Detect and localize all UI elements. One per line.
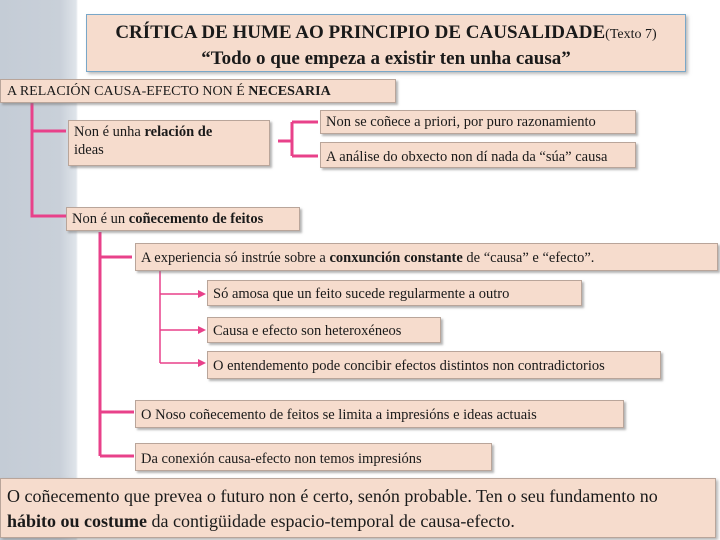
experience-child-2: Causa e efecto son heteroxéneos (207, 317, 441, 343)
experience-child-3: O entendemento pode concibir efectos distintos non contradictorios (207, 351, 661, 379)
connector-trunk (32, 102, 66, 216)
title-line-1 (87, 21, 685, 47)
arrow-head-1 (198, 290, 206, 298)
facts-other-1: O Noso coñecemento de feitos se limita a impresións e ideas actuais (135, 400, 624, 428)
relation-child-1: Non se coñece a priori, por puro razonamiento (320, 110, 636, 134)
arrow-head-3 (198, 359, 206, 367)
title-ref: (Texto 7) (605, 27, 657, 42)
connector-relation-children (278, 122, 318, 156)
thesis-box: A RELACIÓN CAUSA-EFECTO NON É NECESARIA (0, 79, 396, 103)
facts-other-2: Da conexión causa-efecto non temos impresións (135, 443, 492, 471)
title-quote: “Todo o que empeza a existir ten unha causa” (201, 48, 571, 69)
title-main: CRÍTICA DE HUME AO PRINCIPIO DE CAUSALIDADE (115, 22, 606, 43)
conclusion-box: O coñecemento que prevea o futuro non é certo, senón probable. Ten o seu fundamento no hábito ou costume da contigüidade espacio-temporal de causa-efecto. (0, 478, 716, 538)
relation-ideas-box: Non é unha relación de ideas (68, 120, 270, 166)
experience-box: A experiencia só instrúe sobre a conxunción constante de “causa” e “efecto”. (135, 243, 718, 271)
arrow-head-2 (198, 326, 206, 334)
title-box (86, 14, 686, 72)
knowledge-facts-box: Non é un coñecemento de feitos (66, 207, 300, 231)
experience-child-1: Só amosa que un feito sucede regularmente a outro (207, 280, 582, 306)
relation-child-2: A análise do obxecto non dí nada da “súa” causa (320, 142, 636, 168)
